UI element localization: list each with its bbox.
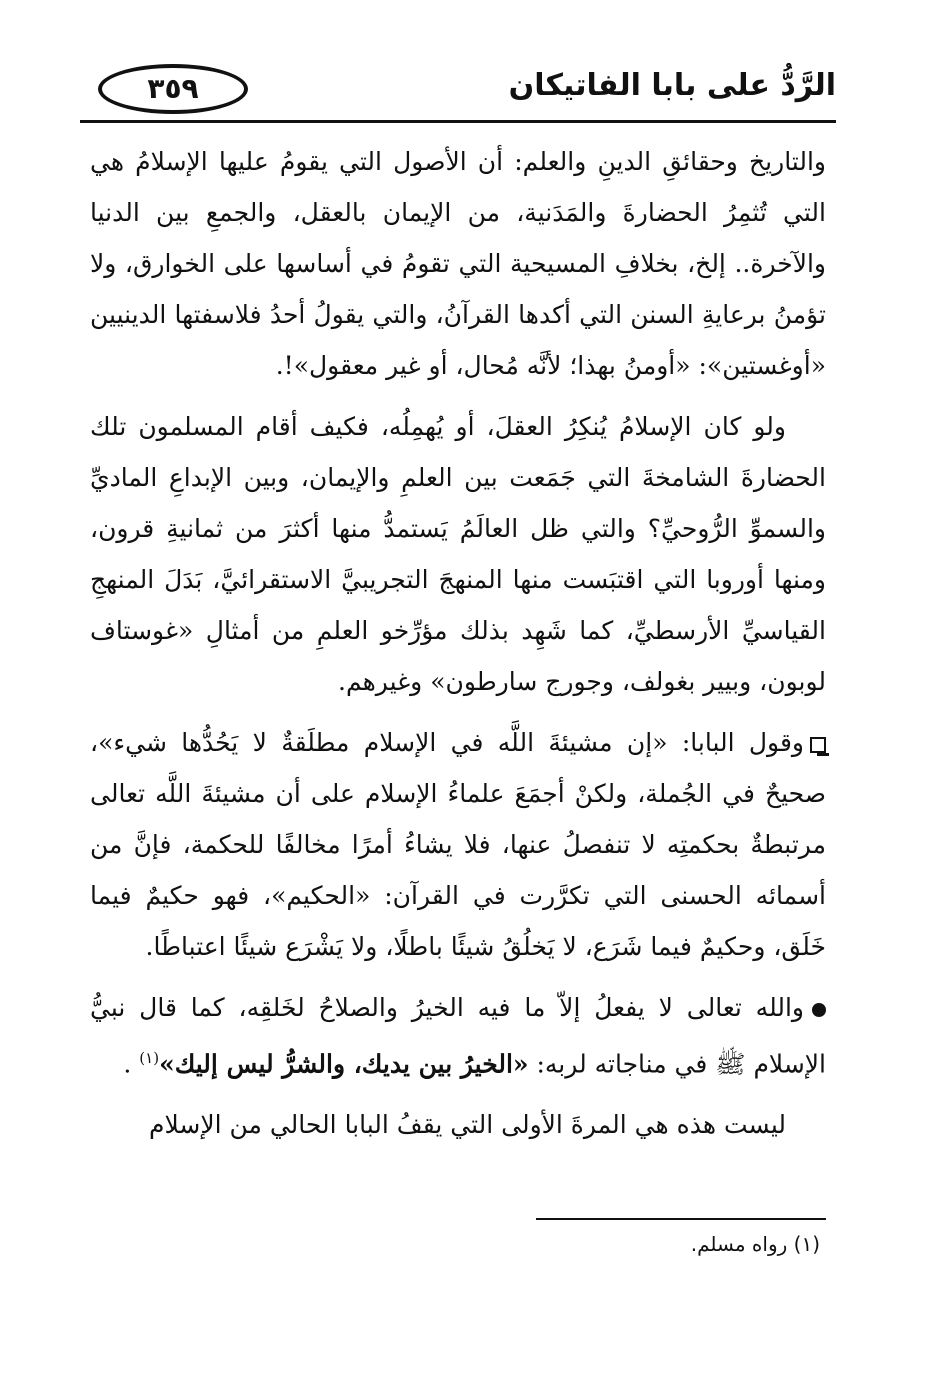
paragraph-3 bbox=[90, 717, 826, 972]
body-text bbox=[90, 136, 826, 1160]
dot-bullet-icon bbox=[812, 1003, 826, 1017]
paragraph-4-text: والله تعالى لا يفعلُ إلاّ ما فيه الخيرُ والصلاحُ لخَلقِه، كما قال نبيُّ الإسلام ﷺ في مناجاته لربه: bbox=[90, 993, 826, 1079]
header-rule bbox=[80, 120, 836, 123]
paragraph-5: ليست هذه هي المرةَ الأولى التي يقفُ البابا الحالي من الإسلام bbox=[148, 1110, 786, 1140]
footnote: (١) رواه مسلم. bbox=[690, 1232, 820, 1256]
page-header bbox=[80, 62, 836, 126]
paragraph-4-end: . bbox=[123, 1049, 132, 1079]
paragraph-2: ولو كان الإسلامُ يُنكِرُ العقلَ، أو يُهمِلُه، فكيف أقام المسلمون تلك الحضارةَ الشامخةَ التي جَمَعت بين العلمِ والإيمان، وبين الإبداعِ الماديِّ والسموِّ الرُّوحيِّ؟ والتي ظل العالَمُ يَستمدُّ منها أكثرَ من ثمانيةِ قرون، ومنها أوروبا التي اقتبَست منها المنهجَ التجريبيَّ الاستقرائيَّ، بَدَلَ المنهجِ القياسيِّ الأرسطيِّ، كما شَهِد بذلك مؤرِّخو العلمِ من أمثالِ «غوستاف لوبون، وبيير بغولف، وجورج سارطون» وغيرهم. bbox=[90, 412, 826, 696]
paragraph-1: والتاريخ وحقائقِ الدينِ والعلم: أن الأصول التي يقومُ عليها الإسلامُ هي التي تُثمِرُ الحضارةَ والمَدَنية، من الإيمان بالعقل، والجمعِ بين الدنيا والآخرة.. إلخ، بخلافِ المسيحية التي تقومُ في أساسها على الخوارق، ولا تؤمنُ برعايةِ السنن التي أكدها القرآنُ، والتي يقولُ أحدُ فلاسفتها الدينيين «أوغستين»: «أومنُ بهذا؛ لأنَّه مُحال، أو غير معقول»!. bbox=[90, 147, 826, 380]
running-title: الرَّدُّ على بابا الفاتيكان bbox=[508, 68, 836, 103]
paragraph-4 bbox=[90, 982, 826, 1089]
paragraph-3-text: وقول البابا: «إن مشيئةَ اللَّه في الإسلام مطلَقةٌ لا يَحُدُّها شيء»، صحيحٌ في الجُملة، ولكنْ أجمَعَ علماءُ الإسلام على أن مشيئةَ اللَّه تعالى مرتبطةٌ بحكمتِه لا تنفصلُ عنها، فلا يشاءُ أمرًا مخالفًا للحكمة، فإنَّ من أسمائه الحسنى التي تكرَّرت في القرآن: «الحكيم»، فهو حكيمٌ فيما خَلَق، وحكيمٌ فيما شَرَع، لا يَخلُقُ شيئًا باطلًا، ولا يَشْرَع شيئًا اعتباطًا. bbox=[90, 728, 826, 961]
footnote-rule bbox=[536, 1218, 826, 1220]
page-number: ٣٥٩ bbox=[147, 72, 199, 105]
hadith-quote: «الخيرُ بين يديك، والشرُّ ليس إليك» bbox=[159, 1049, 529, 1079]
footnote-marker: (١) bbox=[139, 1049, 160, 1067]
square-bullet-icon bbox=[810, 737, 826, 753]
page-number-oval bbox=[98, 64, 248, 114]
